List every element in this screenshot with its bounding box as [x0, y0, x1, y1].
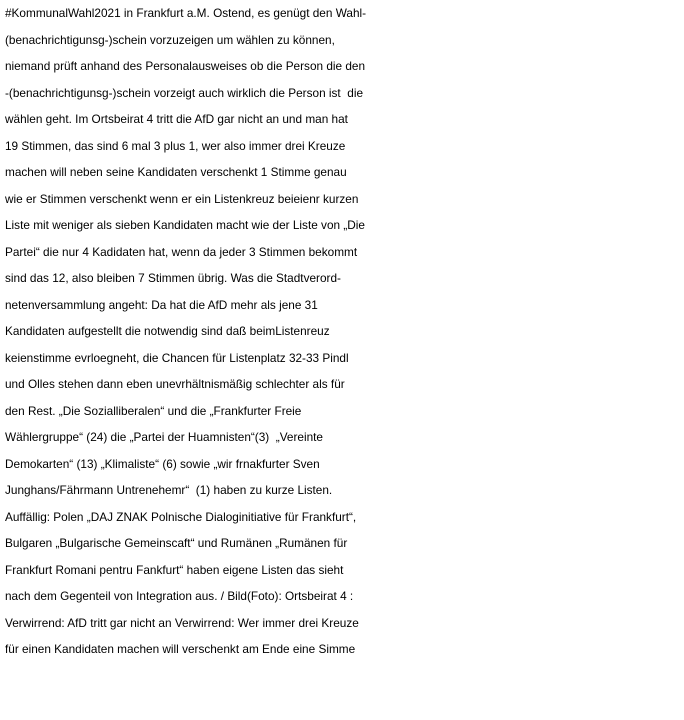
text-line: nach dem Gegenteil von Integration aus. / Bild(Foto): Ortsbeirat 4 : — [5, 589, 354, 603]
text-line: niemand prüft anhand des Personalausweises ob die Person die den — [5, 59, 366, 73]
text-line: -(benachrichtigunsg-)schein vorzeigt auch wirklich die Person ist die — [5, 85, 364, 100]
text-line: Auffällig: Polen „DAJ ZNAK Polnische Dialoginitiative für Frankfurt“, — [5, 509, 357, 524]
text-line: Kandidaten aufgestellt die notwendig sind daß beimListenreuz — [5, 324, 330, 338]
text-line: #KommunalWahl2021 in Frankfurt a.M. Ostend, es genügt den Wahl- — [5, 6, 367, 20]
text-line: 19 Stimmen, das sind 6 mal 3 plus 1, wer also immer drei Kreuze — [5, 138, 346, 153]
text-line: Verwirrend: AfD tritt gar nicht an Verwirrend: Wer immer drei Kreuze — [5, 615, 359, 630]
text-line: netenversammlung angeht: Da hat die AfD mehr als jene 31 — [5, 297, 318, 312]
text-line: Liste mit weniger als sieben Kandidaten macht wie der Liste von „Die — [5, 218, 365, 232]
text-line: (benachrichtigunsg-)schein vorzuzeigen um wählen zu können, — [5, 32, 335, 47]
text-line: für einen Kandidaten machen will verschenkt am Ende eine Simme — [5, 642, 356, 656]
text-line: wählen geht. Im Ortsbeirat 4 tritt die AfD gar nicht an und man hat — [5, 112, 348, 126]
text-line: den Rest. „Die Sozialliberalen“ und die „Frankfurter Freie — [5, 403, 302, 418]
text-line: Wählergruppe“ (24) die „Partei der Huamnisten“(3) „Vereinte — [5, 430, 323, 444]
text-line: Junghans/Fährmann Untrenehemr“ (1) haben zu kurze Listen. — [5, 483, 333, 497]
text-line: Demokarten“ (13) „Klimaliste“ (6) sowie „wir frnakfurter Sven — [5, 456, 320, 471]
text-line: wie er Stimmen verschenkt wenn er ein Listenkreuz beieienr kurzen — [5, 191, 359, 206]
text-line: und Olles stehen dann eben unevrhältnismäßig schlechter als für — [5, 377, 345, 391]
text-line: Bulgaren „Bulgarische Gemeinscaft“ und Rumänen „Rumänen für — [5, 536, 348, 550]
text-line: sind das 12, also bleiben 7 Stimmen übrig. Was die Stadtverord- — [5, 271, 341, 285]
text-line: machen will neben seine Kandidaten verschenkt 1 Stimme genau — [5, 165, 347, 179]
text-line: Frankfurt Romani pentru Fankfurt“ haben eigene Listen das sieht — [5, 562, 344, 577]
text-line: keienstimme evrloegneht, die Chancen für Listenplatz 32-33 Pindl — [5, 350, 349, 365]
text-line: Partei“ die nur 4 Kadidaten hat, wenn da jeder 3 Stimmen bekommt — [5, 244, 358, 259]
